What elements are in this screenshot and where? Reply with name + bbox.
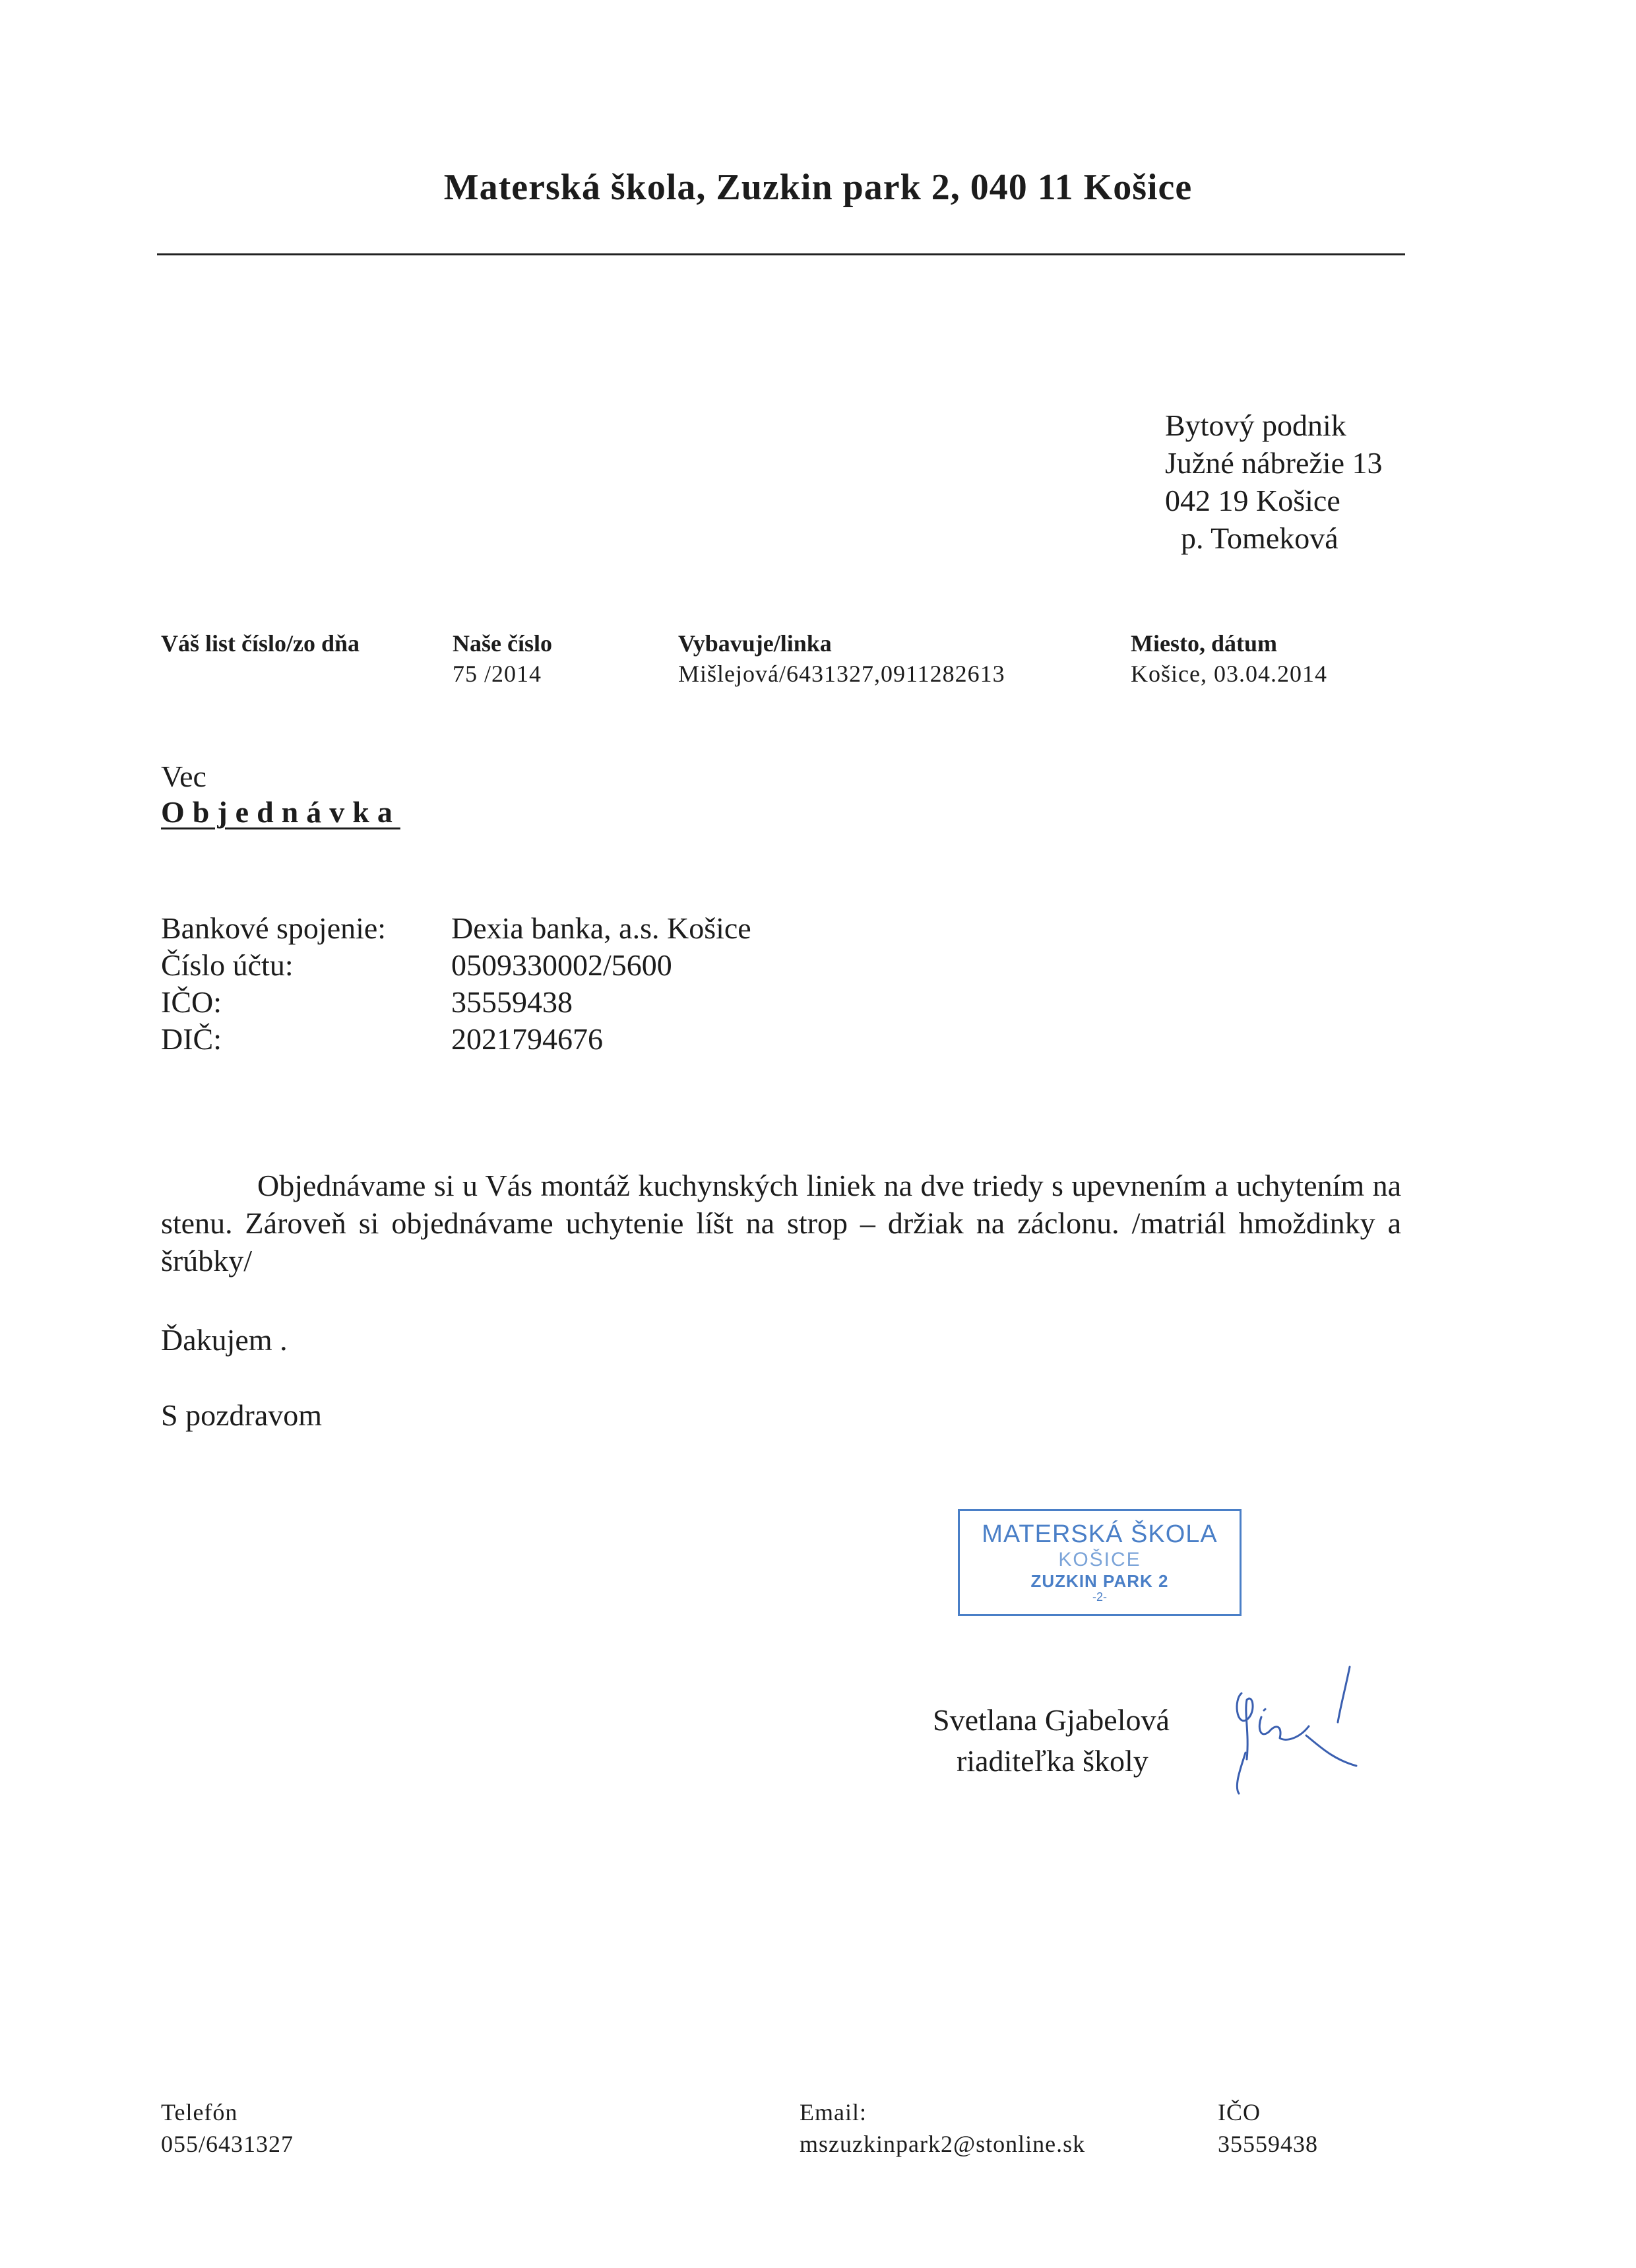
ico-value: 35559438 — [451, 985, 573, 1019]
stamp-line-4: -2- — [1092, 1590, 1107, 1604]
signer-name: Svetlana Gjabelová — [933, 1703, 1170, 1737]
footer-email-value: mszuzkinpark2@stonline.sk — [800, 2131, 1086, 2157]
stamp-line-1: MATERSKÁ ŠKOLA — [982, 1520, 1218, 1548]
place-date-label: Miesto, dátum — [1131, 630, 1277, 657]
closing-regards: S pozdravom — [161, 1398, 323, 1432]
letter-body — [161, 1167, 1401, 1280]
handled-by-label: Vybavuje/linka — [678, 630, 832, 657]
stamp-line-3: ZUZKIN PARK 2 — [1030, 1571, 1169, 1591]
closing-thanks: Ďakujem . — [161, 1323, 288, 1357]
signer-role: riaditeľka školy — [957, 1744, 1148, 1778]
letterhead-title: Materská škola, Zuzkin park 2, 040 11 Košice — [443, 167, 1193, 208]
bank-connection-value: Dexia banka, a.s. Košice — [451, 911, 751, 945]
dic-value: 2021794676 — [451, 1022, 603, 1056]
footer-ico-value: 35559438 — [1218, 2131, 1318, 2157]
letterhead-divider — [157, 253, 1405, 255]
recipient-address — [1165, 406, 1383, 557]
our-number-value: 75 /2014 — [453, 661, 542, 687]
stamp-line-2: KOŠICE — [1058, 1549, 1141, 1571]
recipient-line-3: 042 19 Košice — [1165, 484, 1340, 517]
handled-by-value: Mišlejová/6431327,0911282613 — [678, 661, 1005, 687]
subject-title: Objednávka — [161, 795, 400, 829]
recipient-line-2: Južné nábrežie 13 — [1165, 446, 1383, 480]
footer-phone-value: 055/6431327 — [161, 2131, 294, 2157]
account-number-value: 0509330002/5600 — [451, 948, 672, 982]
your-letter-label: Váš list číslo/zo dňa — [161, 630, 360, 657]
signer-block — [933, 1700, 1170, 1782]
footer-phone-label: Telefón — [161, 2099, 238, 2125]
account-number-label: Číslo účtu: — [161, 948, 294, 982]
recipient-line-1: Bytový podnik — [1165, 408, 1346, 442]
school-stamp — [958, 1509, 1242, 1616]
ico-label: IČO: — [161, 985, 222, 1019]
bank-connection-label: Bankové spojenie: — [161, 911, 387, 945]
subject-label: Vec — [161, 760, 206, 793]
recipient-line-4: p. Tomeková — [1181, 521, 1338, 555]
footer-ico-label: IČO — [1218, 2099, 1261, 2125]
our-number-label: Naše číslo — [453, 630, 552, 657]
place-date-value: Košice, 03.04.2014 — [1131, 661, 1327, 687]
handwritten-signature — [1227, 1654, 1366, 1799]
dic-label: DIČ: — [161, 1022, 222, 1056]
footer-email-label: Email: — [800, 2099, 867, 2125]
body-paragraph: Objednávame si u Vás montáž kuchynských liniek na dve triedy s upevnením a uchytením na stenu. Zároveň si objednávame uchytenie líšt na strop – držiak na záclonu. /matriál hmoždinky a šrúbky/ — [161, 1169, 1401, 1278]
